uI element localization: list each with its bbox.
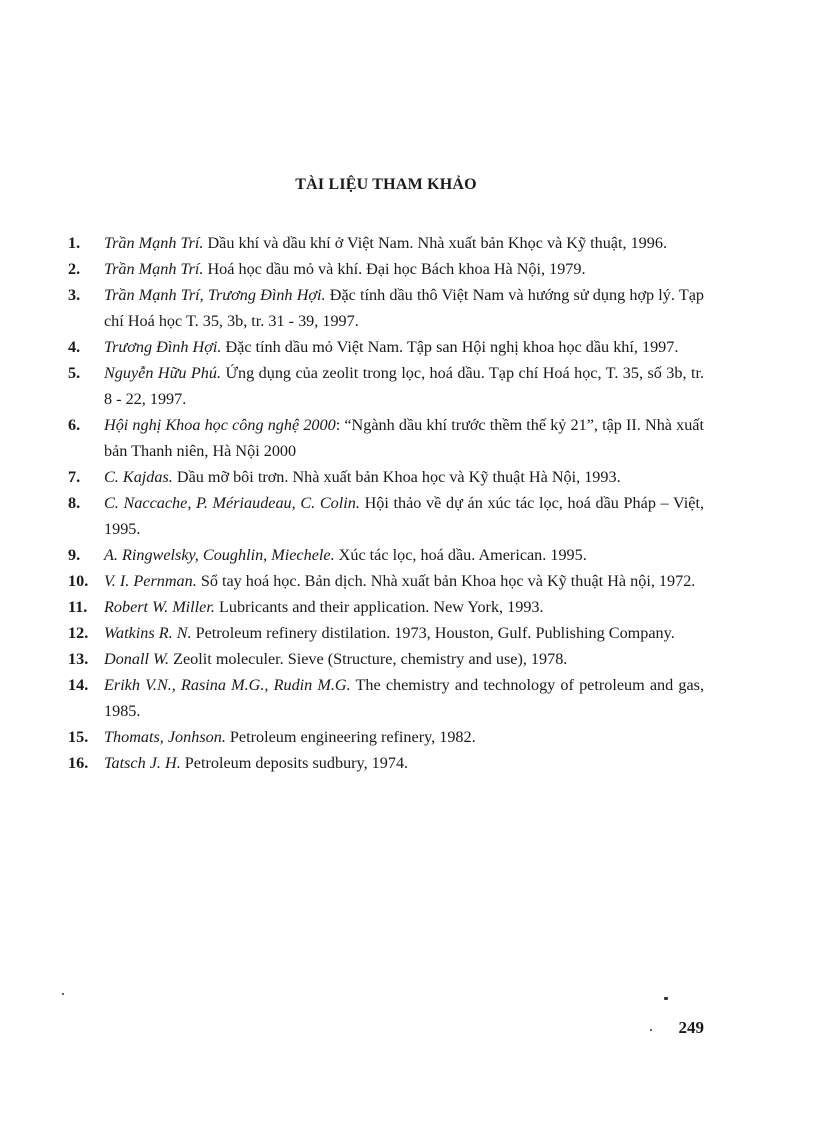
reference-text: Petroleum deposits sudbury, 1974. — [180, 754, 409, 772]
reference-number: 15. — [68, 728, 89, 746]
reference-text: Hoá học dầu mỏ và khí. Đại học Bách khoa Hà Nội, 1979. — [203, 260, 586, 278]
reference-item — [68, 594, 704, 620]
reference-author: Robert W. Miller. — [104, 598, 215, 616]
reference-text: : “Ngành dầu khí trước thềm thế kỷ 21”, tập II. Nhà xuất bản Thanh niên, Hà Nội 2000 — [104, 416, 704, 460]
reference-number: 14. — [68, 676, 89, 694]
reference-text: Petroleum engineering refinery, 1982. — [225, 728, 476, 746]
reference-number: 5. — [68, 364, 81, 382]
reference-item — [68, 750, 704, 776]
reference-author: Thomats, Jonhson. — [104, 728, 226, 746]
reference-author: Donall W. — [104, 650, 170, 668]
reference-number: 12. — [68, 624, 89, 642]
reference-author: Watkins R. N. — [104, 624, 192, 642]
reference-author: Trần Mạnh Trí, Trương Đình Hợi. — [104, 286, 326, 304]
reference-item — [68, 334, 704, 360]
reference-item — [68, 568, 704, 594]
scan-speck — [664, 997, 668, 1000]
reference-list — [68, 230, 704, 776]
reference-text: Lubricants and their application. New York, 1993. — [214, 598, 544, 616]
reference-item — [68, 620, 704, 646]
reference-text: Đặc tính dầu thô Việt Nam và hướng sử dụng hợp lý. Tạp chí Hoá học T. 35, 3b, tr. 31 - 39, 1997. — [104, 286, 704, 330]
scan-speck — [650, 1029, 652, 1031]
reference-item — [68, 672, 704, 724]
reference-number: 10. — [68, 572, 89, 590]
reference-author: Tatsch J. H. — [104, 754, 181, 772]
reference-number: 11. — [68, 598, 88, 616]
reference-text: Xúc tác lọc, hoá dầu. American. 1995. — [334, 546, 587, 564]
reference-number: 9. — [68, 546, 81, 564]
reference-text: The chemistry and technology of petroleum and gas, 1985. — [104, 676, 704, 720]
reference-item — [68, 256, 704, 282]
reference-author: C. Naccache, P. Mériaudeau, C. Colin. — [104, 494, 360, 512]
reference-number: 6. — [68, 416, 81, 434]
reference-text: Dầu mỡ bôi trơn. Nhà xuất bản Khoa học và Kỹ thuật Hà Nội, 1993. — [172, 468, 621, 486]
reference-text: Zeolit moleculer. Sieve (Structure, chemistry and use), 1978. — [169, 650, 568, 668]
reference-number: 13. — [68, 650, 89, 668]
reference-text: Sổ tay hoá học. Bản dịch. Nhà xuất bản Khoa học và Kỹ thuật Hà nội, 1972. — [196, 572, 696, 590]
reference-item — [68, 542, 704, 568]
reference-text: Hội thảo về dự án xúc tác lọc, hoá dầu Pháp – Việt, 1995. — [104, 494, 704, 538]
reference-item — [68, 464, 704, 490]
reference-item — [68, 282, 704, 334]
reference-text: Đặc tính dầu mỏ Việt Nam. Tập san Hội nghị khoa học dầu khí, 1997. — [221, 338, 679, 356]
page-number: 249 — [678, 1018, 704, 1037]
reference-number: 4. — [68, 338, 81, 356]
reference-number: 3. — [68, 286, 81, 304]
reference-item — [68, 360, 704, 412]
reference-item — [68, 646, 704, 672]
reference-author: A. Ringwelsky, Coughlin, Miechele. — [104, 546, 335, 564]
reference-author: C. Kajdas. — [104, 468, 173, 486]
scan-speck — [62, 993, 64, 995]
reference-text: Dầu khí và dầu khí ở Việt Nam. Nhà xuất bản Khọc và Kỹ thuật, 1996. — [203, 234, 668, 252]
reference-author: Hội nghị Khoa học công nghệ 2000 — [104, 416, 336, 434]
reference-author: Trần Mạnh Trí. — [104, 260, 204, 278]
reference-author: V. I. Pernman. — [104, 572, 197, 590]
reference-number: 2. — [68, 260, 81, 278]
page-title: TÀI LIỆU THAM KHẢO — [295, 176, 477, 193]
reference-item — [68, 490, 704, 542]
reference-text: Ứng dụng của zeolit trong lọc, hoá dầu. Tạp chí Hoá học, T. 35, số 3b, tr. 8 - 22, 1997. — [104, 364, 704, 408]
reference-author: Nguyễn Hữu Phú. — [104, 364, 222, 382]
reference-number: 16. — [68, 754, 89, 772]
reference-item — [68, 724, 704, 750]
reference-number: 7. — [68, 468, 81, 486]
reference-item — [68, 412, 704, 464]
reference-author: Trần Mạnh Trí. — [104, 234, 204, 252]
reference-text: Petroleum refinery distilation. 1973, Houston, Gulf. Publishing Company. — [191, 624, 675, 642]
reference-item — [68, 230, 704, 256]
reference-author: Trương Đình Hợi. — [104, 338, 222, 356]
reference-number: 8. — [68, 494, 81, 512]
reference-author: Erikh V.N., Rasina M.G., Rudin M.G. — [104, 676, 351, 694]
reference-number: 1. — [68, 234, 81, 252]
